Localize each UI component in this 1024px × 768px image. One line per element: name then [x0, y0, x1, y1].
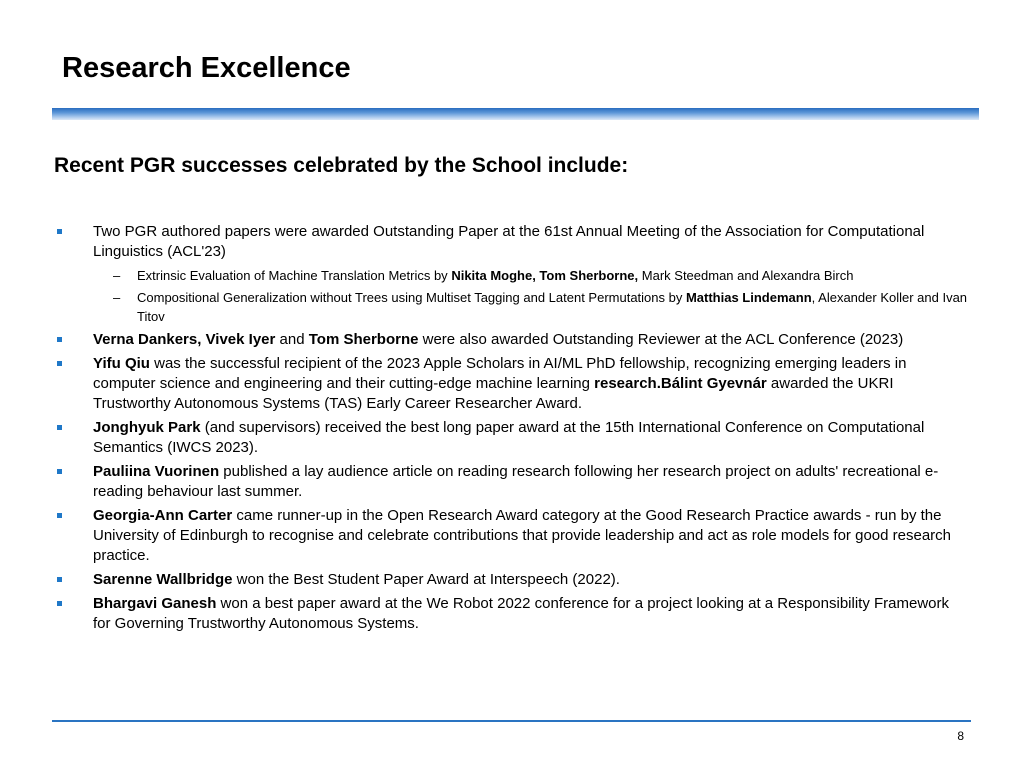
sub-bullet-text: Mark Steedman and Alexandra Birch [638, 268, 854, 283]
bullet-text: won the Best Student Paper Award at Interspeech (2022). [232, 571, 620, 588]
footer-divider [52, 720, 971, 722]
bullet-text: (and supervisors) received the best long paper award at the 15th International Conference on Computational Semantics (IWCS 2023). [93, 419, 925, 456]
slide-subtitle: Recent PGR successes celebrated by the School include: [54, 154, 629, 177]
page-number: 8 [957, 729, 964, 743]
person-names: research.Bálint Gyevnár [594, 375, 767, 392]
bullet-text: Two PGR authored papers were awarded Outstanding Paper at the 61st Annual Meeting of the Association for Computational Linguistics (ACL'23) [93, 223, 925, 260]
sub-bullet-text: Extrinsic Evaluation of Machine Translation Metrics by [137, 268, 452, 283]
bullet-apple-scholars [54, 354, 970, 414]
person-names: Yifu Qiu [93, 355, 150, 372]
author-names: Matthias Lindemann [685, 290, 812, 305]
person-names: Verna Dankers, Vivek Iyer [93, 331, 276, 348]
sub-bullet-list [93, 266, 970, 326]
bullet-text: was the successful recipient of the 2023 Apple Scholars in AI/ML PhD fellowship, recognizing emerging leaders in computer science and engineering and their cutting-edge machine learning [93, 355, 907, 392]
slide-title: Research Excellence [62, 52, 351, 84]
sub-bullet-text: Compositional Generalization without Trees using Multiset Tagging and Latent Permutations by [137, 290, 686, 305]
bullet-list [54, 222, 970, 634]
bullet-text: published a lay audience article on reading research following her research project on adults' recreational e-reading behaviour last summer. [93, 463, 939, 500]
bullet-acl-outstanding-papers [54, 222, 970, 326]
bullet-text: awarded the UKRI Trustworthy Autonomous Systems (TAS) Early Career Researcher Award. [93, 375, 894, 412]
person-names: Jonghyuk Park [93, 419, 201, 436]
bullet-interspeech-award [54, 570, 970, 590]
bullet-lay-article [54, 462, 970, 502]
bullet-outstanding-reviewer [54, 330, 970, 350]
title-divider [52, 108, 979, 120]
sub-bullet-text: , Alexander Koller and Ivan Titov [137, 290, 968, 324]
bullet-text: came runner-up in the Open Research Award category at the Good Research Practice awards - run by the University of Edinburgh to recognise and celebrate contributions that provide leadership and act as role models for good research practice. [93, 507, 951, 564]
bullet-iwcs-award [54, 418, 970, 458]
bullet-we-robot-award [54, 594, 970, 634]
person-names: Sarenne Wallbridge [93, 571, 233, 588]
bullet-open-research-award [54, 506, 970, 566]
person-names: Pauliina Vuorinen [93, 463, 220, 480]
bullet-text: were also awarded Outstanding Reviewer at the ACL Conference (2023) [418, 331, 904, 348]
sub-bullet-mt-metrics-paper [93, 266, 970, 285]
bullet-text: and [275, 331, 309, 348]
sub-bullet-compositional-paper [93, 288, 970, 326]
author-names: Nikita Moghe, Tom Sherborne, [451, 268, 639, 283]
bullet-text: won a best paper award at the We Robot 2022 conference for a project looking at a Responsibility Framework for Governing Trustworthy Autonomous Systems. [93, 595, 950, 632]
person-names: Bhargavi Ganesh [93, 595, 217, 612]
person-names: Tom Sherborne [308, 331, 419, 348]
person-names: Georgia-Ann Carter [93, 507, 233, 524]
bullet-list-container [54, 222, 970, 638]
